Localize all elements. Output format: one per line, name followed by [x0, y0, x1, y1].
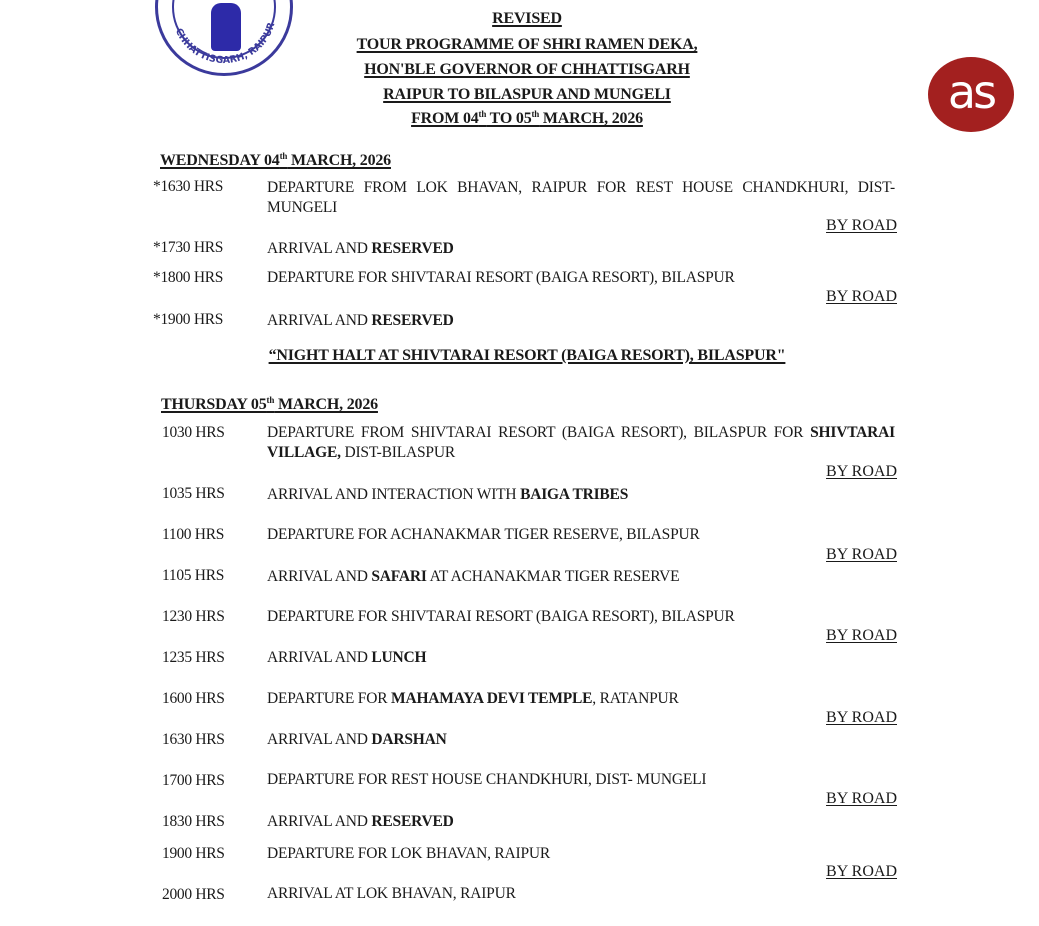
event-desc: ARRIVAL AND SAFARI AT ACHANAKMAR TIGER RESERVE: [267, 568, 680, 585]
time-2000: 2000 HRS: [162, 886, 225, 903]
event-desc: DEPARTURE FOR LOK BHAVAN, RAIPUR: [267, 845, 551, 862]
time-1100: 1100 HRS: [162, 526, 225, 543]
day2-heading: THURSDAY 05th MARCH, 2026: [161, 395, 378, 413]
event-desc: ARRIVAL AND RESERVED: [267, 312, 454, 329]
header-governor: HON'BLE GOVERNOR OF CHHATTISGARH: [364, 61, 690, 78]
time-1105: 1105 HRS: [162, 567, 225, 584]
header-revised: REVISED: [492, 10, 562, 27]
day1-heading: WEDNESDAY 04th MARCH, 2026: [160, 151, 391, 169]
travel-mode: BY ROAD: [826, 217, 897, 234]
time-1900: 1900 HRS: [162, 845, 225, 862]
time-1035: 1035 HRS: [162, 485, 225, 502]
travel-mode: BY ROAD: [826, 709, 897, 726]
time-1235: 1235 HRS: [162, 649, 225, 666]
as-logo-icon: as: [947, 64, 995, 119]
time-1730: *1730 HRS: [153, 239, 224, 256]
as-logo: [928, 57, 1014, 132]
event-desc: DEPARTURE FOR ACHANAKMAR TIGER RESERVE, BILASPUR: [267, 526, 700, 543]
event-desc: DEPARTURE FROM SHIVTARAI RESORT (BAIGA RESORT), BILASPUR FOR SHIVTARAI VILLAGE, DIST-BILASPUR: [267, 424, 895, 461]
seal-text-ring: [158, 0, 290, 73]
time-1630: *1630 HRS: [153, 178, 224, 195]
official-seal-icon: [155, 0, 293, 76]
event-desc: ARRIVAL AND LUNCH: [267, 649, 427, 666]
time-1230: 1230 HRS: [162, 608, 225, 625]
time-1830: 1830 HRS: [162, 813, 225, 830]
travel-mode: BY ROAD: [826, 546, 897, 563]
time-1800: *1800 HRS: [153, 269, 224, 286]
travel-mode: BY ROAD: [826, 463, 897, 480]
header-route: RAIPUR TO BILASPUR AND MUNGELI: [383, 86, 671, 103]
event-desc: ARRIVAL AT LOK BHAVAN, RAIPUR: [267, 885, 516, 902]
night-halt-note: “NIGHT HALT AT SHIVTARAI RESORT (BAIGA RESORT), BILASPUR": [268, 347, 786, 364]
travel-mode: BY ROAD: [826, 288, 897, 305]
time-1600: 1600 HRS: [162, 690, 225, 707]
travel-mode: BY ROAD: [826, 627, 897, 644]
svg-text:CHHATTISGARH, RAIPUR: CHHATTISGARH, RAIPUR: [172, 21, 278, 67]
header-dates: FROM 04th TO 05th MARCH, 2026: [411, 109, 643, 127]
time-1700: 1700 HRS: [162, 772, 225, 789]
time-1630: 1630 HRS: [162, 731, 225, 748]
event-desc: ARRIVAL AND RESERVED: [267, 813, 454, 830]
header-title: TOUR PROGRAMME OF SHRI RAMEN DEKA,: [356, 36, 698, 53]
event-desc: DEPARTURE FROM LOK BHAVAN, RAIPUR FOR REST HOUSE CHANDKHURI, DIST- MUNGELI: [267, 179, 895, 216]
time-1900: *1900 HRS: [153, 311, 224, 328]
event-desc: ARRIVAL AND RESERVED: [267, 240, 454, 257]
event-desc: DEPARTURE FOR SHIVTARAI RESORT (BAIGA RESORT), BILASPUR: [267, 269, 735, 286]
event-desc: ARRIVAL AND INTERACTION WITH BAIGA TRIBES: [267, 486, 629, 503]
travel-mode: BY ROAD: [826, 790, 897, 807]
travel-mode: BY ROAD: [826, 863, 897, 880]
time-1030: 1030 HRS: [162, 424, 225, 441]
event-desc: DEPARTURE FOR MAHAMAYA DEVI TEMPLE, RATANPUR: [267, 690, 679, 707]
event-desc: ARRIVAL AND DARSHAN: [267, 731, 447, 748]
event-desc: DEPARTURE FOR REST HOUSE CHANDKHURI, DIST- MUNGELI: [267, 771, 707, 788]
event-desc: DEPARTURE FOR SHIVTARAI RESORT (BAIGA RESORT), BILASPUR: [267, 608, 735, 625]
